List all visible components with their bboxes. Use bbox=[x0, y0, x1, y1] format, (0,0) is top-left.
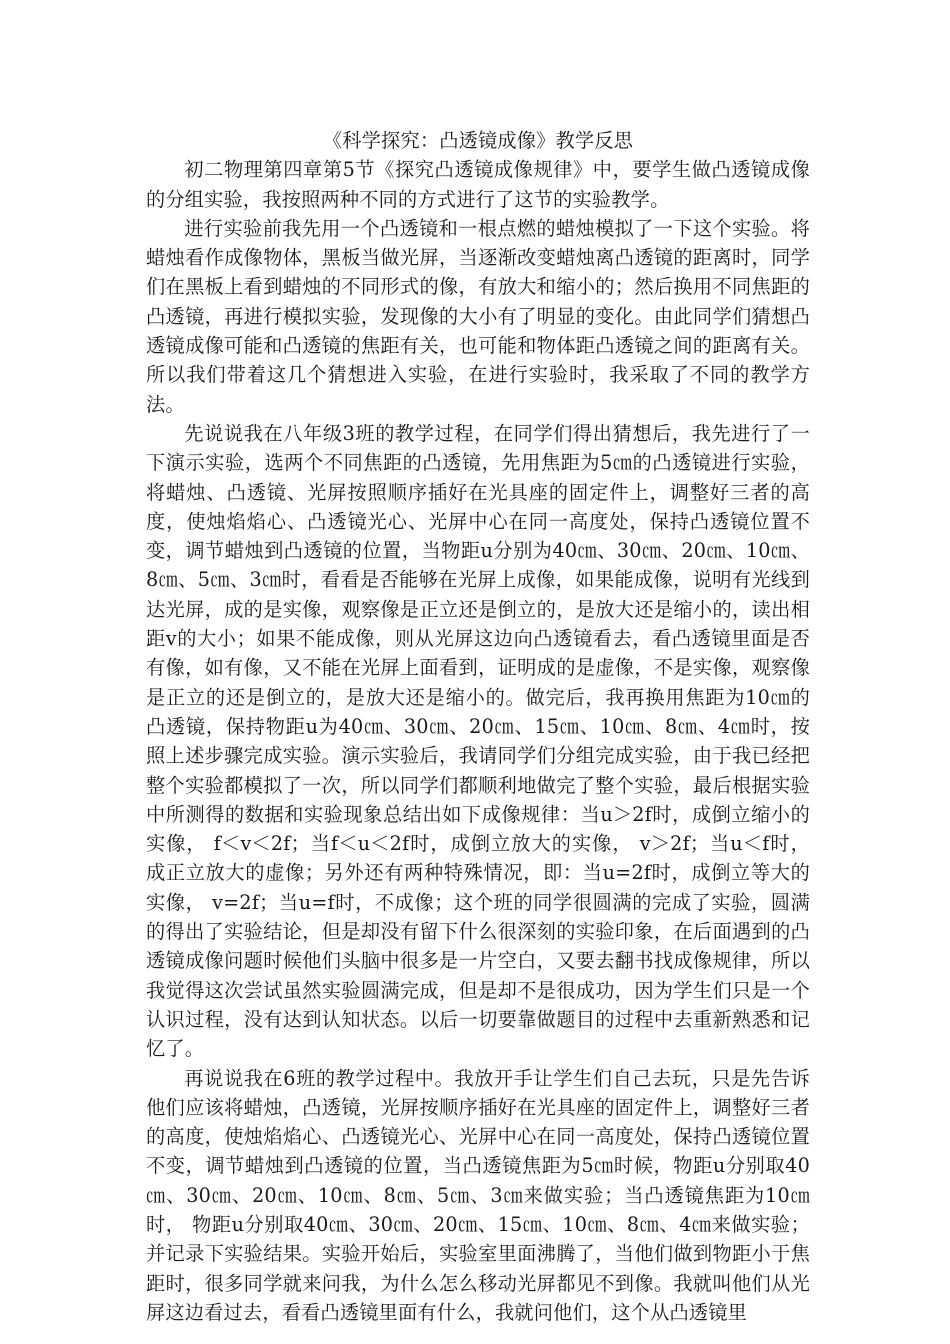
paragraph-intro: 初二物理第四章第5节《探究凸透镜成像规律》中，要学生做凸透镜成像的分组实验，我按照两种不同的方式进行了这节的实验教学。 bbox=[146, 158, 810, 211]
paragraph-class-6: 再说说我在6班的教学过程中。我放开手让学生们自己去玩，只是先告诉他们应该将蜡烛，凸透镜，光屏按顺序插好在光具座的固定件上，调整好三者的高度，使烛焰焰心、凸透镜光心、光屏中心在同一高度处，保持凸透镜位置不变，调节蜡烛到凸透镜的位置，当凸透镜焦距为5㎝时候，物距u分别取40㎝、30㎝、20㎝、10㎝、8㎝、5㎝、3㎝来做实验；当凸透镜焦距为10㎝时， 物距u分别取40㎝、30㎝、20㎝、15㎝、10㎝、8㎝、4㎝来做实验；并记录下实验结果。实验开始后，实验室里面沸腾了，当他们做到物距小于焦距时，很多同学就来问我，为什么怎么移动光屏都见不到像。我就叫他们从光屏这边看过去，看看凸透镜里面有什么，我就问他们，这个从凸透镜里 bbox=[146, 1066, 810, 1324]
paragraph-simulation: 进行实验前我先用一个凸透镜和一根点燃的蜡烛模拟了一下这个实验。将蜡烛看作成像物体，黑板当做光屏，当逐渐改变蜡烛离凸透镜的距离时，同学们在黑板上看到蜡烛的不同形式的像，有放大和缩小的；然后换用不同焦距的凸透镜，再进行模拟实验，发现像的大小有了明显的变化。由此同学们猜想凸透镜成像可能和凸透镜的焦距有关，也可能和物体距凸透镜之间的距离有关。所以我们带着这几个猜想进入实验，在进行实验时，我采取了不同的教学方法。 bbox=[146, 216, 810, 416]
document-title: 《科学探究：凸透镜成像》教学反思 bbox=[322, 129, 634, 152]
paragraph-class-3: 先说说我在八年级3班的教学过程，在同学们得出猜想后，我先进行了一下演示实验，选两个不同焦距的凸透镜，先用焦距为5㎝的凸透镜进行实验，将蜡烛、凸透镜、光屏按照顺序插好在光具座的固定件上，调整好三者的高度，使烛焰焰心、凸透镜光心、光屏中心在同一高度处，保持凸透镜位置不变，调节蜡烛到凸透镜的位置，当物距u分别为40㎝、30㎝、20㎝、10㎝、8㎝、5㎝、3㎝时，看看是否能够在光屏上成像，如果能成像，说明有光线到达光屏，成的是实像，观察像是正立还是倒立的，是放大还是缩小的，读出相距v的大小；如果不能成像，则从光屏这边向凸透镜看去，看凸透镜里面是否有像，如有像，又不能在光屏上面看到，证明成的是虚像，不是实像，观察像是正立的还是倒立的，是放大还是缩小的。做完后，我再换用焦距为10㎝的凸透镜，保持物距u为40㎝、30㎝、20㎝、15㎝、10㎝、8㎝、4㎝时，按照上述步骤完成实验。演示实验后，我请同学们分组完成实验，由于我已经把整个实验都模拟了一次，所以同学们都顺利地做完了整个实验，最后根据实验中所测得的数据和实验现象总结出如下成像规律：当u＞2f时，成倒立缩小的实像， f＜v＜2f；当f＜u＜2f时，成倒立放大的实像， v＞2f；当u＜f时，成正立放大的虚像；另外还有两种特殊情况，即：当u=2f时，成倒立等大的实像， v=2f；当u=f时，不成像；这个班的同学很圆满的完成了实验，圆满的得出了实验结论，但是却没有留下什么很深刻的实验印象，在后面遇到的凸透镜成像问题时候他们头脑中很多是一片空白，又要去翻书找成像规律，所以我觉得这次尝试虽然实验圆满完成，但是却不是很成功，因为学生们只是一个认识过程，没有达到认知状态。以后一切要靠做题目的过程中去重新熟悉和记忆了。 bbox=[146, 421, 810, 1061]
document-body bbox=[146, 126, 810, 1327]
